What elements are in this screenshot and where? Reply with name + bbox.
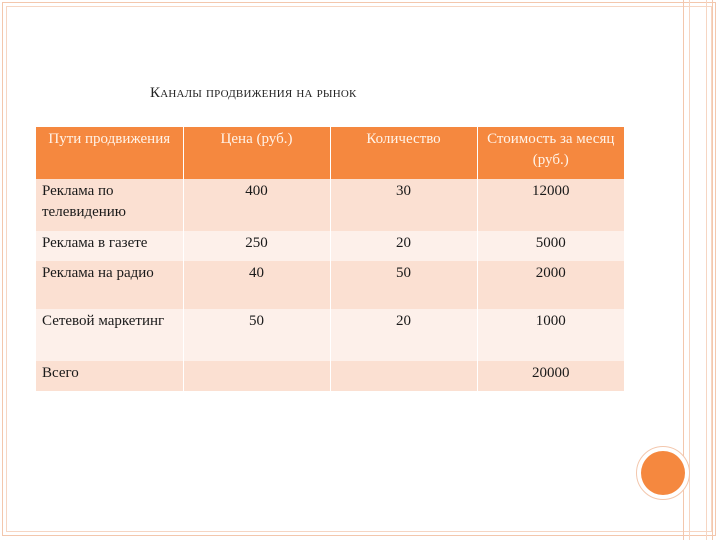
header-quantity: Количество	[330, 127, 477, 179]
cell-quantity: 20	[330, 309, 477, 361]
cell-price: 250	[183, 231, 330, 261]
cell-channel: Реклама по телевидению	[36, 179, 183, 231]
cell-price: 400	[183, 179, 330, 231]
cell-total-label: Всего	[36, 361, 183, 391]
cell-price	[183, 361, 330, 391]
table-row	[36, 231, 624, 261]
cell-total-cost: 20000	[477, 361, 624, 391]
table-row	[36, 179, 624, 231]
cell-quantity	[330, 361, 477, 391]
cell-quantity: 50	[330, 261, 477, 309]
decorative-orange-circle	[641, 451, 685, 495]
slide-side-band	[683, 0, 713, 540]
cell-channel: Реклама на радио	[36, 261, 183, 309]
header-channel: Пути продвижения	[36, 127, 183, 179]
cell-monthly-cost: 1000	[477, 309, 624, 361]
table-total-row	[36, 361, 624, 391]
cell-price: 50	[183, 309, 330, 361]
header-price: Цена (руб.)	[183, 127, 330, 179]
table-row	[36, 261, 624, 309]
cell-quantity: 30	[330, 179, 477, 231]
slide-title: Каналы продвижения на рынок	[150, 85, 357, 101]
cell-monthly-cost: 12000	[477, 179, 624, 231]
header-monthly-cost: Стоимость за месяц (руб.)	[477, 127, 624, 179]
cell-channel: Реклама в газете	[36, 231, 183, 261]
promotion-channels-table	[36, 127, 624, 391]
cell-price: 40	[183, 261, 330, 309]
cell-monthly-cost: 2000	[477, 261, 624, 309]
cell-quantity: 20	[330, 231, 477, 261]
table-row	[36, 309, 624, 361]
table-header-row	[36, 127, 624, 179]
cell-channel: Сетевой маркетинг	[36, 309, 183, 361]
cell-monthly-cost: 5000	[477, 231, 624, 261]
